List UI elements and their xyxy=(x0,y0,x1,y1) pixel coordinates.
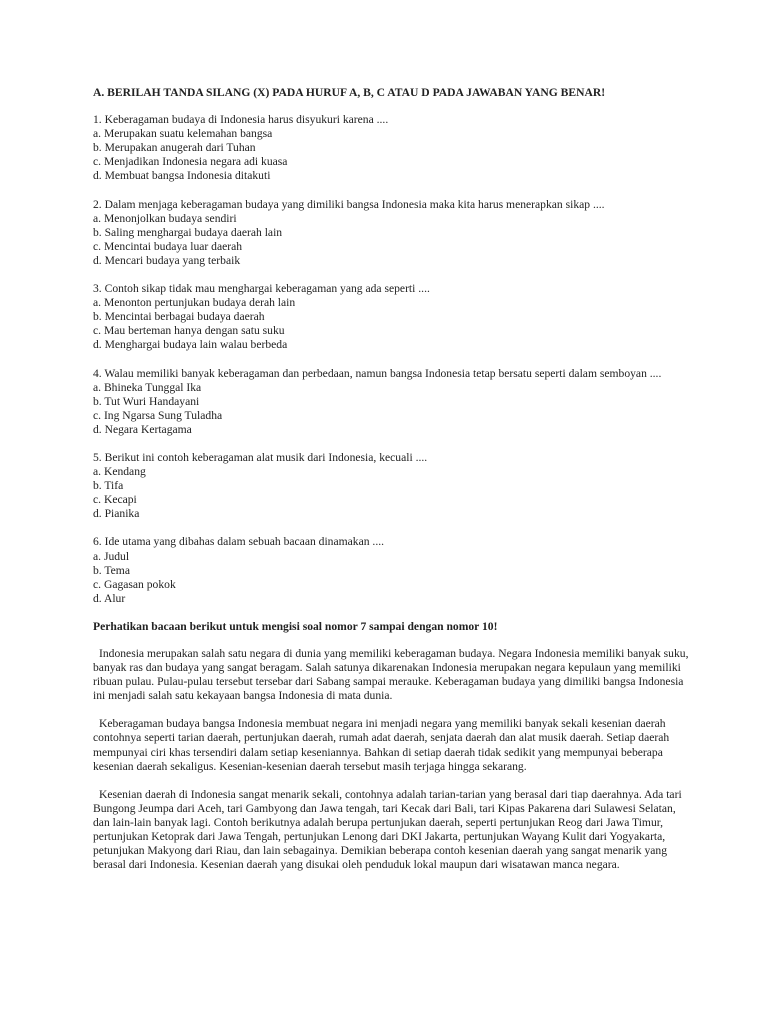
reading-paragraph-3: Kesenian daerah di Indonesia sangat menarik sekali, contohnya adalah tarian-tarian yang berasal dari tiap daerahnya. Ada tari Bungong Jeumpa dari Aceh, tari Gambyong dan Jawa tengah, tari Kecak dari Bali, tari Kipas Pakarena dari Sulawesi Selatan, dan lain-lain banyak lagi. Contoh berikutnya adalah berupa pertunjukan daerah, seperti pertunjukan Reog dari Jawa Timur, pertunjukan Ketoprak dari Jawa Tengah, pertunjukan Lenong dari DKI Jakarta, pertunjukan Wayang Kulit dari Yogyakarta, petunjukan Makyong dari Riau, dan lain sebagainya. Demikian beberapa contoh kesenian daerah yang sangat menarik yang berasal dari Indonesia. Kesenian daerah yang disukai oleh penduduk lokal maupun dari wisatawan manca negara. xyxy=(93,787,682,872)
option-d: d. Menghargai budaya lain walau berbeda xyxy=(93,338,288,352)
reading-paragraph-1: Indonesia merupakan salah satu negara di dunia yang memiliki keberagaman budaya. Negara Indonesia memiliki banyak suku, banyak ras dan budaya yang sangat beragam. Salah satunya dikarenakan Indonesia merupakan negara kepulaun yang memiliki ribuan pulau. Pulau-pulau tersebut tersebar dari Sabang sampai merauke. Keberagaman budaya yang dimiliki bangsa Indonesia ini menjadi salah satu kekayaan bangsa Indonesia di mata dunia. xyxy=(93,647,689,703)
option-b: b. Tut Wuri Handayani xyxy=(93,394,200,408)
question-4 xyxy=(93,367,693,437)
question-text: 4. Walau memiliki banyak keberagaman dan perbedaan, namun bangsa Indonesia tetap bersatu seperti dalam semboyan .... xyxy=(93,366,662,380)
section-heading: A. BERILAH TANDA SILANG (X) PADA HURUF A, B, C ATAU D PADA JAWABAN YANG BENAR! xyxy=(93,86,606,99)
question-5 xyxy=(93,451,693,521)
option-a: a. Judul xyxy=(93,549,130,563)
option-c: c. Ing Ngarsa Sung Tuladha xyxy=(93,408,223,422)
option-b: b. Tema xyxy=(93,563,130,577)
option-d: d. Negara Kertagama xyxy=(93,422,192,436)
option-b: b. Saling menghargai budaya daerah lain xyxy=(93,225,283,239)
option-c: c. Mencintai budaya luar daerah xyxy=(93,239,243,253)
question-text: 1. Keberagaman budaya di Indonesia harus disyukuri karena .... xyxy=(93,113,389,127)
option-c: c. Mau berteman hanya dengan satu suku xyxy=(93,324,285,338)
reading-heading: Perhatikan bacaan berikut untuk mengisi soal nomor 7 sampai dengan nomor 10! xyxy=(93,619,498,633)
question-1 xyxy=(93,113,693,183)
option-d: d. Mencari budaya yang terbaik xyxy=(93,253,241,267)
question-text: 5. Berikut ini contoh keberagaman alat musik dari Indonesia, kecuali .... xyxy=(93,450,428,464)
option-a: a. Menonton pertunjukan budaya derah lain xyxy=(93,296,296,310)
option-c: c. Kecapi xyxy=(93,493,137,507)
option-c: c. Menjadikan Indonesia negara adi kuasa xyxy=(93,155,288,169)
option-d: d. Membuat bangsa Indonesia ditakuti xyxy=(93,169,271,183)
question-6 xyxy=(93,535,693,605)
option-a: a. Bhineka Tunggal Ika xyxy=(93,380,202,394)
option-a: a. Merupakan suatu kelemahan bangsa xyxy=(93,127,273,141)
question-text: 2. Dalam menjaga keberagaman budaya yang dimiliki bangsa Indonesia maka kita harus menerapkan sikap .... xyxy=(93,197,605,211)
option-a: a. Kendang xyxy=(93,465,146,479)
option-b: b. Mencintai berbagai budaya daerah xyxy=(93,310,265,324)
reading-paragraph-2: Keberagaman budaya bangsa Indonesia membuat negara ini menjadi negara yang memiliki banyak sekali kesenian daerah contohnya seperti tarian daerah, pertunjukan daerah, rumah adat daerah, senjata daerah dan alat musik daerah. Setiap daerah mempunyai ciri khas tersendiri dalam setiap keseniannya. Bahkan di setiap daerah tidak sedikit yang mempunyai beberapa kesenian daerah sekaligus. Kesenian-kesenian daerah tersebut masih terjaga hingga sekarang. xyxy=(93,717,670,773)
question-text: 6. Ide utama yang dibahas dalam sebuah bacaan dinamakan .... xyxy=(93,535,385,549)
option-d: d. Alur xyxy=(93,591,126,605)
option-c: c. Gagasan pokok xyxy=(93,577,176,591)
question-text: 3. Contoh sikap tidak mau menghargai keberagaman yang ada seperti .... xyxy=(93,282,430,296)
option-a: a. Menonjolkan budaya sendiri xyxy=(93,211,237,225)
option-d: d. Pianika xyxy=(93,507,140,521)
document-page xyxy=(93,86,693,886)
question-3 xyxy=(93,282,693,352)
question-2 xyxy=(93,198,693,268)
option-b: b. Merupakan anugerah dari Tuhan xyxy=(93,141,256,155)
option-b: b. Tifa xyxy=(93,479,124,493)
